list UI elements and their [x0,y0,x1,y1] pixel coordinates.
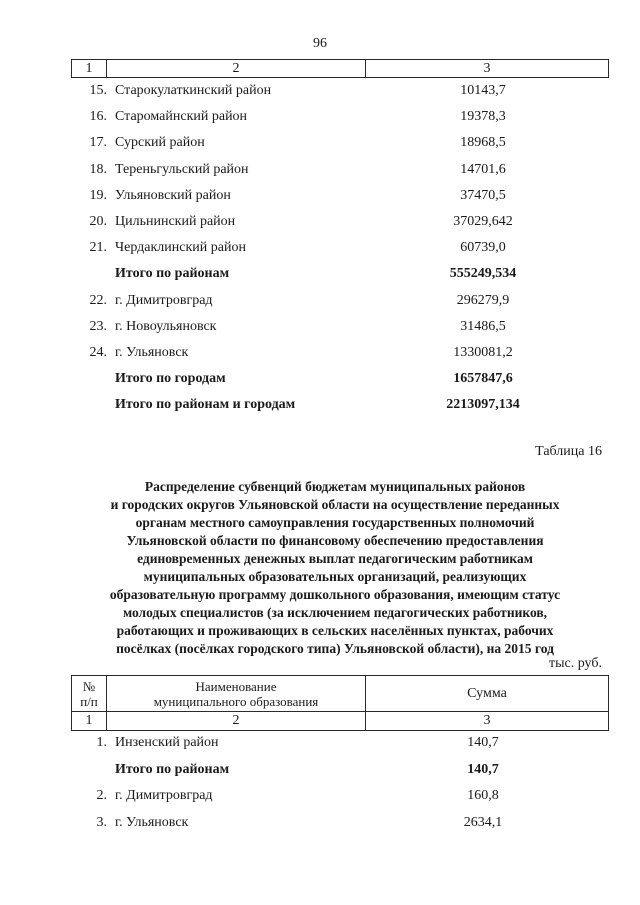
table1-row [71,106,609,128]
table1-row [71,342,609,364]
municipality-name: Итого по районам [115,266,230,282]
table1-row [71,185,609,207]
amount-value: 555249,534 [449,266,517,282]
row-number: 3. [96,814,107,830]
amount-value: 31486,5 [460,318,506,334]
table2-header-sum: Сумма [366,676,609,712]
header-name-line1: Наименование [195,678,277,694]
municipality-name: Итого по районам и городам [115,397,296,413]
table2-col-3: 3 [366,712,609,731]
row-number: 23. [89,318,107,334]
title-line: Ульяновской области по финансовому обеспечению предоставления [126,533,544,548]
amount-value: 296279,9 [456,292,510,308]
amount-value: 160,8 [467,788,499,803]
table1-row [71,211,609,233]
row-number: 24. [89,345,107,360]
title-line: и городских округов Ульяновской области на осуществление переданных [110,497,560,512]
row-number: 1. [96,735,107,750]
municipality-name: г. Ульяновск [115,345,189,360]
table1-row [71,132,609,154]
table1-row [71,159,609,181]
title-line: единовременных денежных выплат педагогическим работникам [137,551,533,566]
table1-total-row [71,263,609,285]
row-number: 19. [89,187,107,203]
municipality-name: Цильнинский район [115,214,236,229]
row-number: 2. [96,788,107,803]
amount-value: 37029,642 [453,214,513,229]
table1-row [71,80,609,102]
title-line: образовательную программу дошкольного образования, имеющим статус [109,587,561,602]
table2-header-name [107,676,366,712]
table1-col-1: 1 [72,60,107,78]
amount-value: 10143,7 [460,83,506,98]
municipality-name: г. Ульяновск [115,814,189,830]
units-label: тыс. руб. [549,656,602,671]
table1-row [71,237,609,259]
table2-col-1: 1 [72,712,107,731]
row-number: 20. [89,214,107,229]
row-number: 16. [89,109,107,125]
municipality-name: Чердаклинский район [115,240,246,256]
amount-value: 140,7 [467,761,499,777]
municipality-name: г. Новоульяновск [115,318,217,334]
table1-col-2: 2 [107,60,366,78]
table2-total-row [71,759,609,781]
amount-value: 1330081,2 [453,345,513,360]
table2-row [71,732,609,754]
header-name-line2: муниципального образования [153,693,319,709]
row-number: 18. [89,161,107,177]
table16-title [70,478,600,658]
amount-value: 18968,5 [460,135,506,151]
amount-value: 2213097,134 [446,397,520,413]
municipality-name: Тереньгульский район [115,161,249,177]
municipality-name: Старокулаткинский район [115,83,272,98]
municipality-name: Сурский район [115,135,205,151]
municipality-name: Итого по городам [115,371,226,387]
header-num-line1: № [82,678,96,694]
row-number: 15. [89,83,107,98]
table-label: Таблица 16 [535,444,602,459]
title-line: посёлках (посёлках городского типа) Ульяновской области), на 2015 год [116,641,554,656]
table1-total-row [71,368,609,390]
page-number: 96 [313,36,327,51]
table1-column-numbers [71,59,609,78]
title-line: работающих и проживающих в сельских населённых пунктах, рабочих [116,623,554,638]
amount-value: 60739,0 [460,240,506,256]
row-number: 21. [89,240,107,256]
amount-value: 14701,6 [460,161,506,177]
table2-col-2: 2 [107,712,366,731]
title-line: Распределение субвенций бюджетам муниципальных районов [144,479,526,494]
municipality-name: Инзенский район [115,735,219,750]
amount-value: 2634,1 [463,814,503,830]
table2-header [71,675,609,731]
title-line: молодых специалистов (за исключением педагогических работников, [122,605,548,620]
amount-value: 19378,3 [460,109,506,125]
municipality-name: г. Димитровград [115,292,213,308]
table2-header-num [72,676,107,712]
table2-row [71,785,609,807]
municipality-name: Ульяновский район [115,187,231,203]
row-number: 22. [89,292,107,308]
municipality-name: Итого по районам [115,761,230,777]
header-num-line2: п/п [80,693,98,709]
amount-value: 1657847,6 [453,371,513,387]
table1-total-row [71,394,609,416]
amount-value: 37470,5 [460,187,506,203]
table1-row [71,316,609,338]
municipality-name: г. Димитровград [115,788,213,803]
table1-col-3: 3 [366,60,609,78]
title-line: муниципальных образовательных организаций, реализующих [143,569,527,584]
municipality-name: Старомайнский район [115,109,248,125]
row-number: 17. [89,135,107,151]
title-line: органам местного самоуправления государственных полномочий [135,515,535,530]
table1-row [71,290,609,312]
amount-value: 140,7 [467,735,499,750]
table2-row [71,812,609,834]
